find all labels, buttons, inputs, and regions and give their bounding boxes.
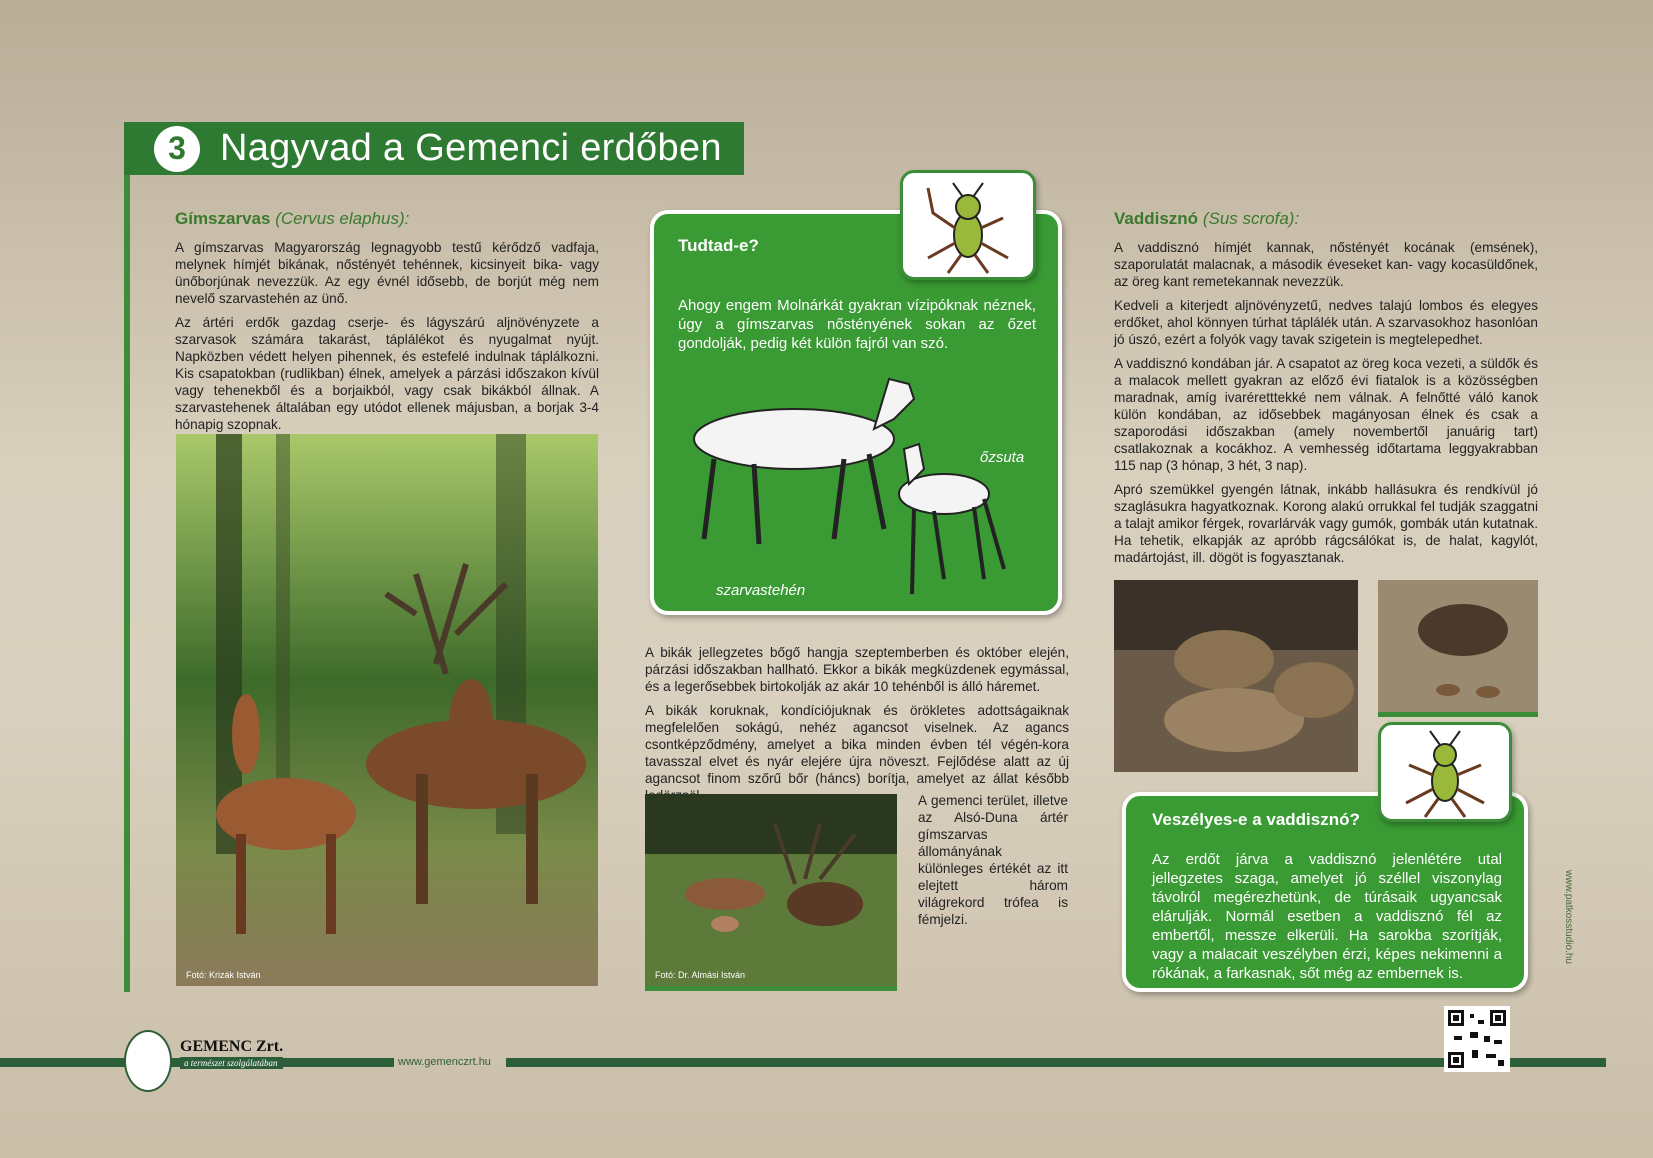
boar-photo-bar bbox=[1378, 712, 1538, 717]
title-bar bbox=[124, 122, 744, 175]
qr-code[interactable] bbox=[1444, 1006, 1510, 1072]
did-you-know-title: Tudtad-e? bbox=[678, 236, 759, 255]
herd-photo-credit: Fotó: Dr. Almási István bbox=[655, 970, 746, 980]
wild-boar-p4: Apró szemükkel gyengén látnak, inkább hallásukra és rendkívül jó szaglásukra hagyatkoznak. Korong alakú orrukkal fel tudják szaggatni a talajt amikor férgek, rovarlárvák vagy gumók, gombák után kutatnak. Ha tehetik, elkapják az apróbb rágcsálókat is, de halat, kagylót, madártojást, ill. dögöt is fogyasztanak. bbox=[1114, 482, 1538, 565]
danger-text: Az erdőt járva a vaddisznó jelenlétére utal jellegzetes szaga, amelyet jó széllel viszonylag távolról megérezhetünk, de túrásaik ugyancsak elárulják. Normál esetben a vaddisznó fél az embertől, messze elkerüli. Ha sarokba szorítják, vagy a malacait veszélyben érzi, képes nekimenni a rókának, a farkasnak, sőt még az embernek is. bbox=[1152, 851, 1502, 982]
website-link[interactable]: www.gemenczrt.hu bbox=[398, 1056, 491, 1068]
wild-boar-heading-name: Vaddisznó bbox=[1114, 209, 1199, 228]
gemenc-logo bbox=[124, 1030, 172, 1092]
mascot-bug-icon bbox=[903, 173, 1033, 277]
qr-code-icon bbox=[1448, 1010, 1506, 1068]
mascot-spider-top bbox=[900, 170, 1036, 280]
footer-line-right bbox=[506, 1058, 1606, 1067]
stag-photo-credit: Fotó: Krizák István bbox=[186, 970, 261, 980]
wild-boar-heading bbox=[1114, 210, 1538, 227]
middle-p1: A bikák jellegzetes bőgő hangja szeptemberben és október elején, párzási időszakban hallható. Ekkor a bikák megküzdenek egymással, és a legerősebbek birtokolják az akár 10 tehénből is álló háremet. bbox=[645, 645, 1069, 694]
danger-title: Veszélyes-e a vaddisznó? bbox=[1152, 810, 1360, 829]
wild-boar-p2: Kedveli a kiterjedt aljnövényzetű, nedves talajú lombos és elegyes erdőket, ahol könnyen túrhat táplálék után. A szarvasokhoz hasonlóan jó úszó, ezért a folyók vagy tavak szigetein is megtelepedhet. bbox=[1114, 298, 1538, 347]
studio-credit: www.patkosstudio.hu bbox=[1563, 870, 1574, 964]
middle-p3: A gemenci terület, illetve az Alsó-Duna ártér gímszarvas állományának különleges értékét az itt elejtett három világrekord trófea is fémjelzi. bbox=[918, 793, 1068, 927]
deer-herd-photo bbox=[645, 794, 897, 986]
wild-boar-p1: A vaddisznó hímjét kannak, nőstényét kocának (emsének), szaporulatát malacnak, a második éveseket kan- vagy kocasüldőnek, az öreg kant remetekannak nevezzük. bbox=[1114, 240, 1538, 289]
did-you-know-text: Ahogy engem Molnárkát gyakran vízipóknak néznek, úgy a gímszarvas nőstényének sokan az őzet gondolják, pedig két külön fajról van szó. bbox=[678, 297, 1036, 352]
wild-boar-heading-latin: (Sus scrofa): bbox=[1202, 209, 1300, 228]
boar-sow-photo bbox=[1378, 580, 1538, 712]
page-title: Nagyvad a Gemenci erdőben bbox=[220, 127, 722, 169]
piglets-photo bbox=[1114, 580, 1358, 772]
company-block bbox=[180, 1038, 283, 1069]
world-record-text bbox=[918, 792, 1068, 935]
left-rule bbox=[124, 175, 130, 992]
mascot-spider-bottom bbox=[1378, 722, 1512, 822]
label-roe-deer: őzsuta bbox=[980, 449, 1025, 466]
company-name: GEMENC Zrt. bbox=[180, 1038, 284, 1055]
red-deer-heading bbox=[175, 210, 599, 227]
wild-boar-text bbox=[1114, 210, 1538, 573]
company-tagline: a természet szolgálatában bbox=[180, 1057, 283, 1069]
antler-text bbox=[645, 644, 1069, 811]
middle-p2: A bikák koruknak, kondíciójuknak és örökletes adottságaiknak megfelelően sokágú, nehéz agancsot viselnek. Az agancs csontképződmény, amelyet a bika minden évben tél végén-kora tavasszal elvet és nyár elejére újra növeszt. Fejlődése alatt az új agancsot finom szőrű bőr (háncs) borítja, amelyet az állat később bbox=[645, 703, 1069, 786]
red-deer-heading-latin: (Cervus elaphus): bbox=[275, 209, 410, 228]
wild-boar-p3: A vaddisznó kondában jár. A csapatot az öreg koca vezeti, a süldők és a malacok mellett gyakran az előző évi fiatalok is a közösségben maradnak, amíg ivaréretttekké nem válnak. A felnőtté váló kanok külön kondában, az idősebbek magányosan élnek és csak a szaporodási időszakban (amely novembertől januárig tart) csatlakoznak a kocákhoz. A vemhesség időtartama leggyakrabban 115 nap (3 hónap, 3 hét, 3 nap). bbox=[1114, 356, 1538, 473]
red-deer-text bbox=[175, 210, 599, 440]
section-number: 3 bbox=[154, 126, 200, 172]
red-deer-heading-name: Gímszarvas bbox=[175, 209, 271, 228]
red-deer-p2: Az ártéri erdők gazdag cserje- és lágyszárú aljnövényzete a szarvasok számára takarást, táplálékot és nyugalmat nyújt. Napközben védett helyen pihennek, és estefelé indulnak táplálkozni. Kis csapatokban (rudlikban) élnek, amelyek a párzási időszakon kívül vagy tehenekből és a borjaikból, vagy csak bikákból állnak. A szarvastehenek általában egy utódot ellenek májusban, a borjak 3-4 hónapig szopnak. bbox=[175, 315, 599, 432]
stag-photo bbox=[176, 434, 598, 986]
herd-photo-bar bbox=[645, 986, 897, 991]
deer-illustration bbox=[674, 359, 1034, 604]
label-red-hind: szarvastehén bbox=[716, 582, 806, 599]
mascot-bug-icon-2 bbox=[1381, 725, 1509, 819]
red-deer-p1: A gímszarvas Magyarország legnagyobb testű kérődző vadfaja, melynek hímjét bikának, nőstényét tehénnek, kicsinyeit bika- vagy ünőborjúnak nevezzük. Az egy évnél idősebb, de borjút még nem nevelő szarvastehén az ünő. bbox=[175, 240, 599, 306]
